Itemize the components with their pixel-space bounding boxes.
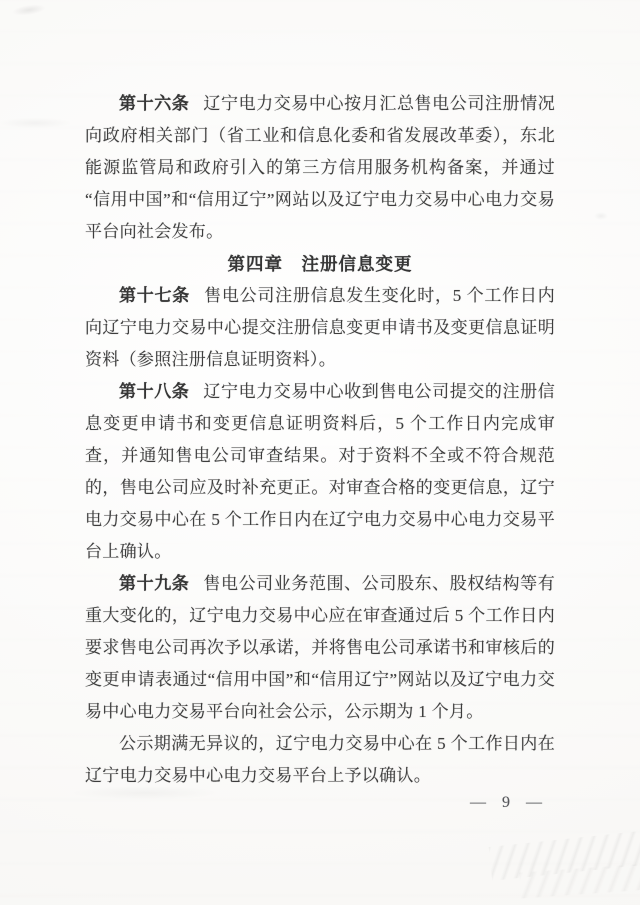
scan-artifact-bottom-right-streak bbox=[519, 863, 640, 898]
chapter-4-heading: 第四章 注册信息变更 bbox=[227, 254, 413, 274]
closing-paragraph: 公示期满无异议的，辽宁电力交易中心在 5 个工作日内在辽宁电力交易中心电力交易平台上予以确认。 bbox=[85, 734, 555, 785]
article-16-text: 辽宁电力交易中心按月汇总售电公司注册情况向政府相关部门（省工业和信息化委和省发展改革委），东北能源监管局和政府引入的第三方信用服务机构备案，并通过“信用中国”和“信用辽宁”网站以及辽宁电力交易中心电力交易平台向社会发布。 bbox=[85, 94, 556, 241]
article-18-text: 辽宁电力交易中心收到售电公司提交的注册信息变更申请书和变更信息证明资料后，5 个工作日内完成审查，并通知售电公司审查结果。对于资料不全或不符合规范的，售电公司应及时补充更正。对审查合格的变更信息，辽宁电力交易中心在 5 个工作日内在辽宁电力交易中心电力交易平台上确认。 bbox=[85, 382, 556, 561]
document-body bbox=[85, 88, 555, 792]
article-17-text: 售电公司注册信息发生变化时，5 个工作日内向辽宁电力交易中心提交注册信息变更申请书及变更信息证明资料（参照注册信息证明资料）。 bbox=[85, 286, 555, 369]
article-17-paragraph bbox=[85, 280, 555, 376]
scan-artifact-bottom-right-streak bbox=[489, 829, 640, 881]
scan-artifact-left-band bbox=[0, 118, 70, 128]
article-19-paragraph bbox=[85, 568, 555, 728]
article-16-paragraph bbox=[85, 88, 555, 248]
article-19-text: 售电公司业务范围、公司股东、股权结构等有重大变化的，辽宁电力交易中心应在审查通过后 5 个工作日内要求售电公司再次予以承诺，并将售电公司承诺书和审核后的变更申请表通过“信用中国”和“信用辽宁”网站以及辽宁电力交易中心电力交易平台向社会公示，公示期为 1 个月。 bbox=[85, 574, 556, 721]
scan-artifact-top-left bbox=[11, 3, 46, 18]
article-19-label: 第十九条 bbox=[119, 574, 190, 593]
page-number: — 9 — bbox=[470, 794, 548, 811]
scan-artifact-right-dot bbox=[594, 212, 608, 220]
article-16-label: 第十六条 bbox=[119, 94, 190, 113]
article-18-label: 第十八条 bbox=[119, 382, 190, 401]
article-18-paragraph bbox=[85, 376, 555, 568]
article-17-label: 第十七条 bbox=[119, 286, 191, 305]
